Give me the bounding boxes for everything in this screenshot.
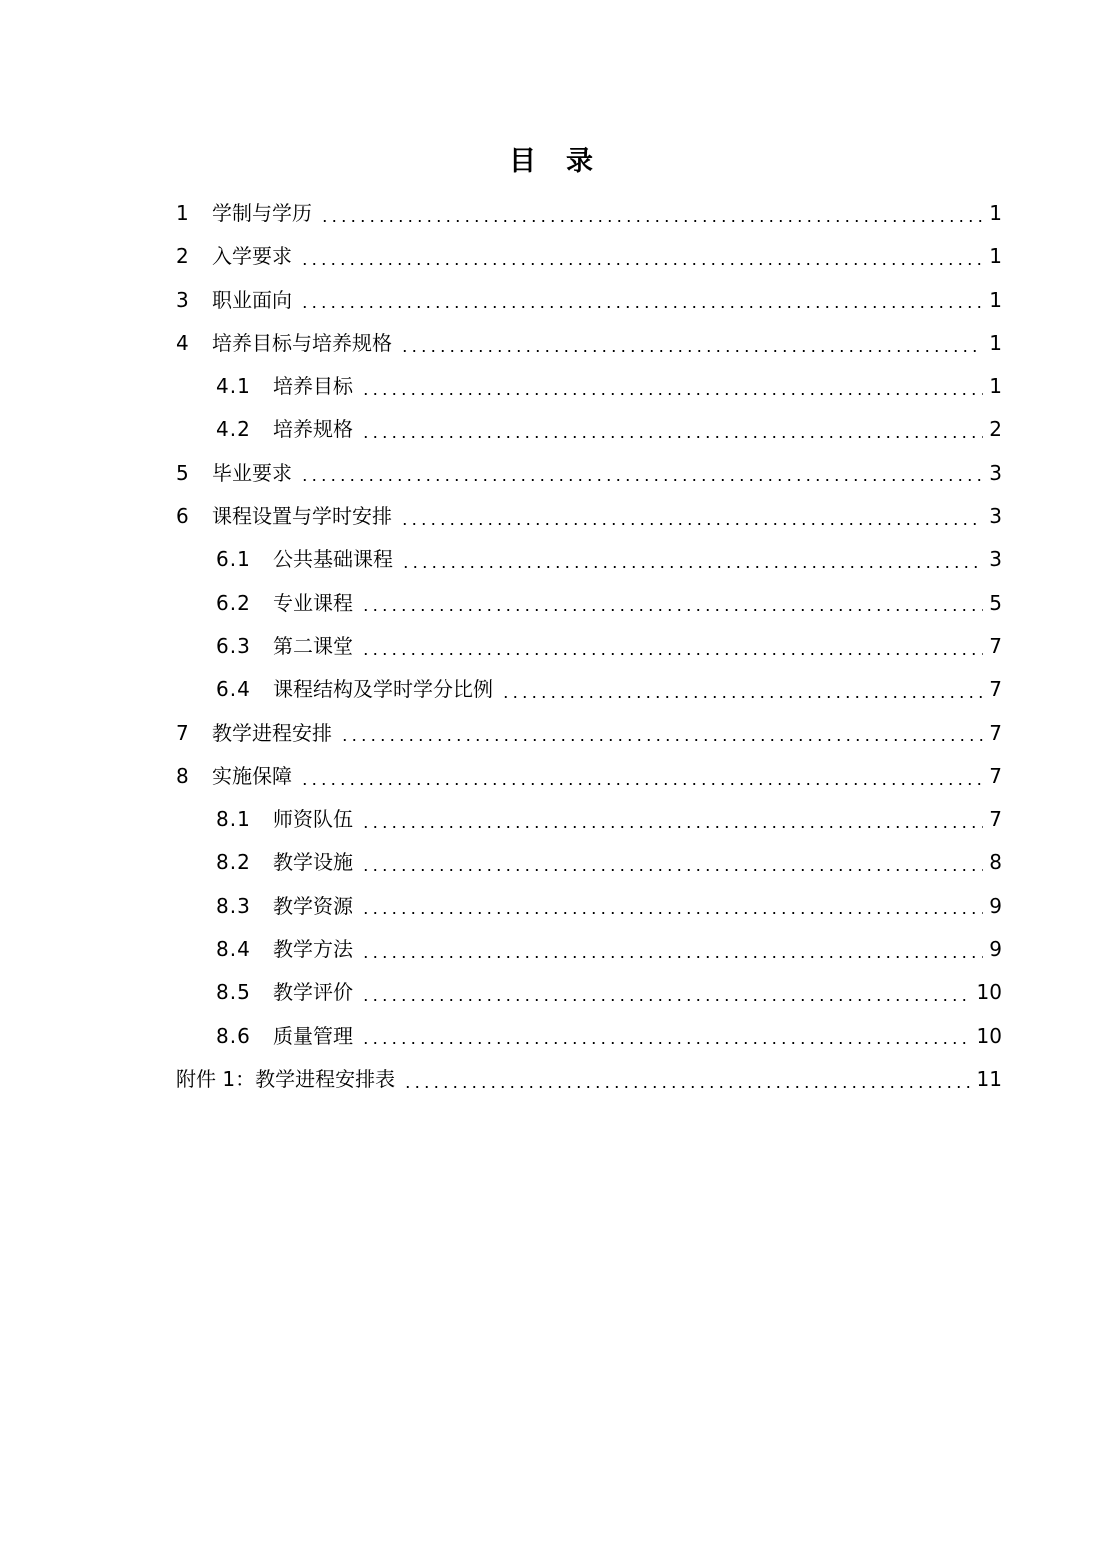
toc-entry-number: 7 bbox=[176, 720, 189, 745]
toc-entry[interactable] bbox=[176, 668, 1002, 711]
toc-entry-label: 教学进程安排表 bbox=[255, 1066, 396, 1091]
toc-entry-number: 6.2 bbox=[216, 590, 251, 615]
toc-entry-number: 4.2 bbox=[216, 417, 251, 442]
toc-dot-leader bbox=[403, 1086, 970, 1088]
toc-dot-leader bbox=[361, 956, 983, 958]
toc-dot-leader bbox=[501, 696, 983, 698]
toc-entry[interactable] bbox=[176, 582, 1002, 625]
toc-dot-leader bbox=[361, 826, 983, 828]
toc-entry[interactable] bbox=[176, 798, 1002, 841]
toc-dot-leader bbox=[401, 566, 983, 568]
toc-dot-leader bbox=[300, 306, 983, 308]
toc-entry-page-number: 1 bbox=[989, 374, 1002, 399]
toc-dot-leader bbox=[320, 220, 983, 222]
toc-entry-label: 第二课堂 bbox=[273, 633, 353, 658]
toc-dot-leader bbox=[400, 350, 983, 352]
toc-entry-label: 课程设置与学时安排 bbox=[212, 504, 392, 529]
toc-entry[interactable] bbox=[176, 192, 1002, 235]
toc-entry[interactable] bbox=[176, 755, 1002, 798]
toc-entry-label: 实施保障 bbox=[212, 763, 292, 788]
toc-entry[interactable] bbox=[176, 885, 1002, 928]
toc-entry[interactable] bbox=[176, 971, 1002, 1014]
toc-entry-page-number: 10 bbox=[976, 1023, 1002, 1048]
toc-dot-leader bbox=[361, 393, 983, 395]
toc-entry-label: 教学方法 bbox=[273, 937, 353, 962]
toc-entry-label: 教学进程安排 bbox=[212, 720, 332, 745]
toc-dot-leader bbox=[300, 783, 983, 785]
toc-entry-label: 职业面向 bbox=[212, 287, 292, 312]
toc-entry[interactable] bbox=[176, 1058, 1002, 1101]
toc-entry-number: 4.1 bbox=[216, 374, 251, 399]
toc-entry-label: 专业课程 bbox=[273, 590, 353, 615]
toc-entry-number: 8.5 bbox=[216, 980, 251, 1005]
toc-entry-number: 8.3 bbox=[216, 893, 251, 918]
toc-dot-leader bbox=[361, 912, 983, 914]
toc-entry-label: 公共基础课程 bbox=[273, 547, 393, 572]
toc-entry-page-number: 9 bbox=[989, 893, 1002, 918]
toc-entry-label: 培养规格 bbox=[273, 417, 353, 442]
toc-entry-page-number: 8 bbox=[989, 850, 1002, 875]
toc-entry-number: 附件 1： bbox=[176, 1066, 256, 1091]
toc-entry[interactable] bbox=[176, 538, 1002, 581]
toc-entry-page-number: 2 bbox=[989, 417, 1002, 442]
toc-entry-number: 2 bbox=[176, 244, 189, 269]
toc-entry-label: 师资队伍 bbox=[273, 807, 353, 832]
toc-dot-leader bbox=[361, 1042, 971, 1044]
toc-entry-number: 4 bbox=[176, 330, 189, 355]
toc-title bbox=[0, 140, 1102, 184]
toc-entry-page-number: 1 bbox=[989, 201, 1002, 225]
toc-dot-leader bbox=[361, 999, 971, 1001]
toc-title-char-1: 目 bbox=[509, 146, 536, 177]
toc-entry-number: 1 bbox=[176, 201, 189, 225]
toc-entry[interactable] bbox=[176, 365, 1002, 408]
toc-entry-page-number: 1 bbox=[989, 244, 1002, 269]
toc-entry-page-number: 7 bbox=[989, 807, 1002, 832]
toc-entry-label: 教学资源 bbox=[273, 893, 353, 918]
toc-entry-number: 6 bbox=[176, 504, 189, 529]
toc-entry-page-number: 10 bbox=[976, 980, 1002, 1005]
toc-entry[interactable] bbox=[176, 1015, 1002, 1058]
toc-entry-label: 质量管理 bbox=[273, 1023, 353, 1048]
toc-entry-page-number: 1 bbox=[989, 287, 1002, 312]
toc-entry-label: 培养目标与培养规格 bbox=[212, 330, 392, 355]
toc-entry-page-number: 9 bbox=[989, 937, 1002, 962]
toc-entry-page-number: 7 bbox=[989, 633, 1002, 658]
toc-entry-number: 8.2 bbox=[216, 850, 251, 875]
toc-entry-number: 8.1 bbox=[216, 807, 251, 832]
toc-entry-page-number: 3 bbox=[989, 504, 1002, 529]
toc-entry-number: 3 bbox=[176, 287, 189, 312]
toc-entry[interactable] bbox=[176, 928, 1002, 971]
toc-entry[interactable] bbox=[176, 408, 1002, 451]
toc-entry-label: 教学设施 bbox=[273, 850, 353, 875]
toc-entry-number: 6.1 bbox=[216, 547, 251, 572]
toc-entry-number: 8.4 bbox=[216, 937, 251, 962]
toc-entry-label: 课程结构及学时学分比例 bbox=[273, 677, 493, 702]
toc-entry-number: 8.6 bbox=[216, 1023, 251, 1048]
toc-entry-label: 教学评价 bbox=[273, 980, 353, 1005]
toc-entry[interactable] bbox=[176, 322, 1002, 365]
toc-entry-label: 培养目标 bbox=[273, 374, 353, 399]
toc-entry-page-number: 7 bbox=[989, 720, 1002, 745]
toc-entry-number: 6.3 bbox=[216, 633, 251, 658]
toc-dot-leader bbox=[361, 653, 983, 655]
toc-entry-label: 入学要求 bbox=[212, 244, 292, 269]
toc-dot-leader bbox=[361, 609, 983, 611]
toc-entry[interactable] bbox=[176, 235, 1002, 278]
toc-entry-number: 8 bbox=[176, 763, 189, 788]
toc-entry-number: 5 bbox=[176, 460, 189, 485]
toc-dot-leader bbox=[361, 436, 983, 438]
toc-entry-page-number: 11 bbox=[976, 1066, 1002, 1091]
toc-dot-leader bbox=[361, 869, 983, 871]
toc-entry-page-number: 7 bbox=[989, 763, 1002, 788]
toc-entry-page-number: 7 bbox=[989, 677, 1002, 702]
toc-entry-page-number: 3 bbox=[989, 460, 1002, 485]
toc-entry[interactable] bbox=[176, 625, 1002, 668]
toc-entry[interactable] bbox=[176, 712, 1002, 755]
toc-entry-page-number: 1 bbox=[989, 330, 1002, 355]
toc-dot-leader bbox=[340, 739, 983, 741]
toc-entry-number: 6.4 bbox=[216, 677, 251, 702]
toc-dot-leader bbox=[300, 479, 983, 481]
toc-entry-label: 毕业要求 bbox=[212, 460, 292, 485]
toc-entry-label: 学制与学历 bbox=[212, 201, 312, 225]
toc-entry[interactable] bbox=[176, 279, 1002, 322]
toc-entry[interactable] bbox=[176, 495, 1002, 538]
toc-dot-leader bbox=[300, 263, 983, 265]
table-of-contents bbox=[176, 192, 1002, 1101]
toc-entry[interactable] bbox=[176, 452, 1002, 495]
toc-title-char-2: 录 bbox=[566, 146, 593, 177]
toc-entry[interactable] bbox=[176, 841, 1002, 884]
toc-entry-page-number: 5 bbox=[989, 590, 1002, 615]
toc-dot-leader bbox=[400, 523, 983, 525]
toc-entry-page-number: 3 bbox=[989, 547, 1002, 572]
